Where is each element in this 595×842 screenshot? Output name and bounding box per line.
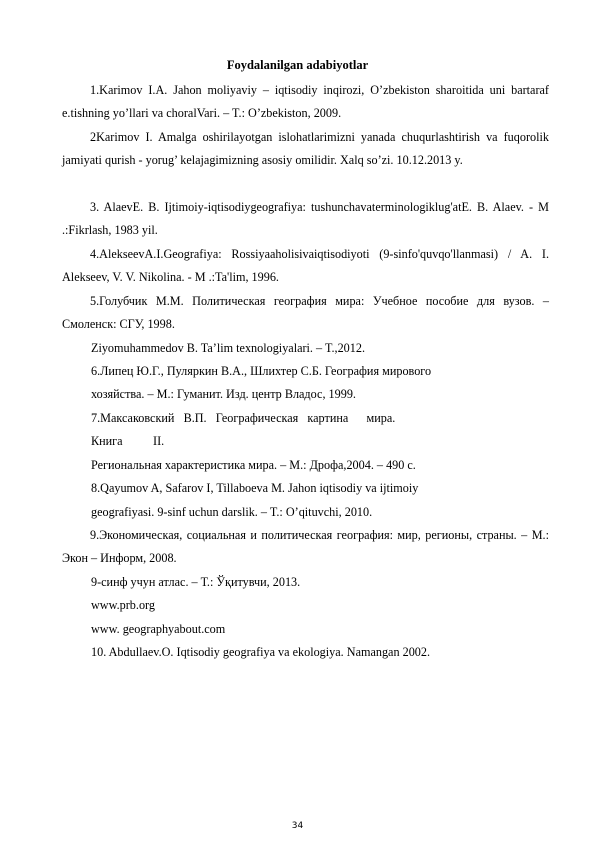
- reference-3: 3. AlaevE. B. Ijtimoiy-iqtisodiygeografiya: tushunchavaterminologiklug'atE. B. Alaev. - M .:Fikrlash, 1983 yil.: [62, 200, 549, 238]
- page-number: 34: [291, 821, 304, 831]
- reference-7-line-2: Книга II.: [91, 434, 165, 448]
- reference-7-line-1: 7.Максаковский В.П. Географическая картина мира.: [91, 411, 396, 425]
- reference-2: 2Karimov I. Amalga oshirilayotgan islohatlarimizni yanada chuqurlashtirish va fuqorolik jamiyati qurish - yorug’ kelajagimizning asosiy omilidir. Xalq so’zi. 10.12.2013 y.: [62, 130, 549, 168]
- reference-ziyomuhammedov: Ziyomuhammedov B. Ta’lim texnologiyalari. – T.,2012.: [91, 341, 366, 355]
- reference-5: 5.Голубчик М.М. Политическая география мира: Учебное пособие для вузов. – Смоленск: СГУ, 1998.: [62, 294, 549, 332]
- reference-7-line-3: Региональная характеристика мира. – М.: Дрофа,2004. – 490 с.: [91, 458, 416, 472]
- reference-6-line-2: хозяйства. – М.: Гуманит. Изд. центр Владос, 1999.: [91, 387, 356, 401]
- reference-8-line-2: geografiyasi. 9-sinf uchun darslik. – T.: O’qituvchi, 2010.: [91, 505, 373, 519]
- web-link-prb[interactable]: www.prb.org: [91, 598, 155, 612]
- reference-8-line-1: 8.Qayumov A, Safarov I, Tillaboeva M. Jahon iqtisodiy va ijtimoiy: [91, 481, 419, 495]
- reference-1: 1.Karimov I.A. Jahon moliyaviy – iqtisodiy inqirozi, O’zbekiston sharoitida uni bartaraf e.tishning yo’llari va choralVari. – T.: O’zbekiston, 2009.: [62, 83, 549, 121]
- reference-6-line-1: 6.Липец Ю.Г., Пуляркин В.А., Шлихтер С.Б. География мирового: [91, 364, 432, 378]
- reference-9: 9.Экономическая, социальная и политическая география: мир, регионы, страны. – М.: Экон – Информ, 2008.: [62, 528, 549, 566]
- reference-atlas: 9-синф учун атлас. – Т.: Ўқитувчи, 2013.: [91, 575, 301, 589]
- page-title: Foydalanilgan adabiyotlar: [226, 58, 369, 72]
- reference-4: 4.AlekseevA.I.Geografiya: Rossiyaaholisivaiqtisodiyoti (9-sinfo'quvqo'llanmasi) / A. I. Alekseev, V. V. Nikolina. - M .:Ta'lim, 1996.: [62, 247, 549, 285]
- web-link-geographyabout[interactable]: www. geographyabout.com: [91, 622, 226, 636]
- reference-10: 10. Abdullaev.O. Iqtisodiy geografiya va ekologiya. Namangan 2002.: [91, 645, 431, 659]
